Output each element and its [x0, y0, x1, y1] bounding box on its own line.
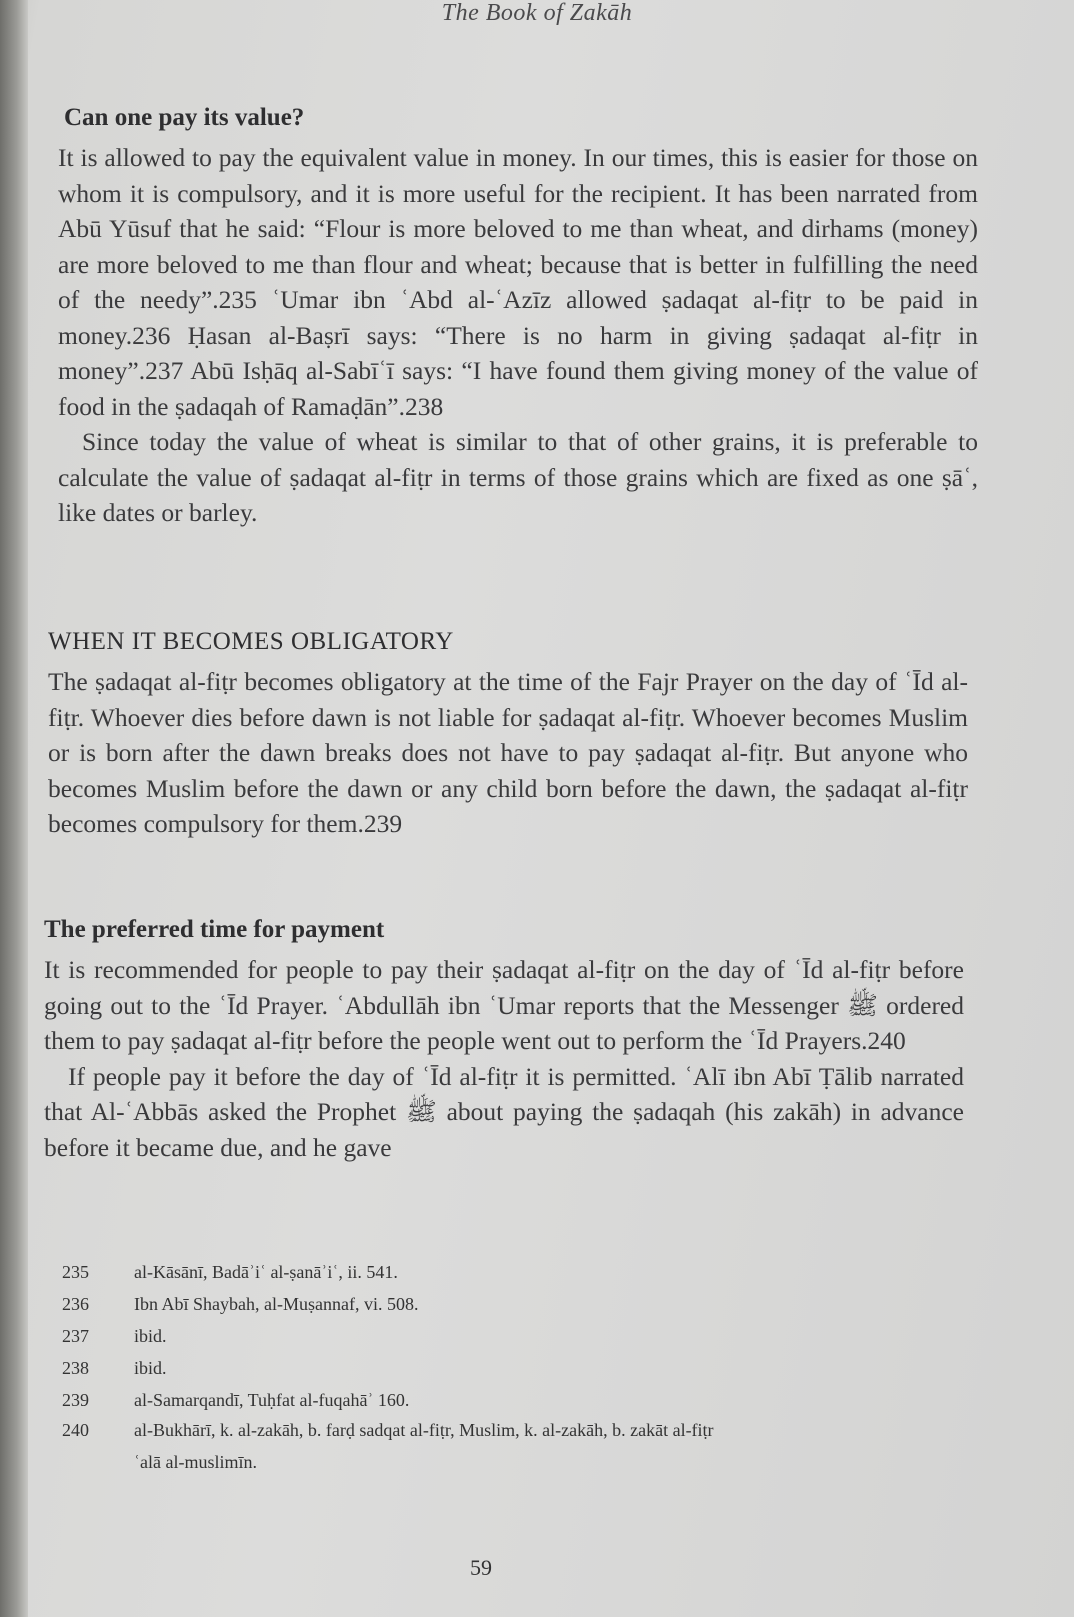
- section-heading: Can one pay its value?: [64, 104, 305, 131]
- footnote: [62, 1358, 962, 1382]
- section-heading: WHEN IT BECOMES OBLIGATORY: [48, 628, 454, 655]
- section-pay-value: [64, 104, 984, 132]
- section-obligatory-body: [48, 664, 968, 842]
- running-head: The Book of Zakāh: [441, 0, 633, 26]
- footnote-text: ibid.: [134, 1358, 167, 1378]
- paragraph: Since today the value of wheat is similar to that of other grains, it is preferable to calculate the value of ṣadaqat al-fiṭr in terms of those grains which are fixed as one ṣāʿ, like dates or barley.: [58, 427, 978, 527]
- footnote-text: al-Bukhārī, k. al-zakāh, b. farḍ sadqat al-fiṭr, Muslim, k. al-zakāh, b. zakāt al-fiṭr: [134, 1420, 714, 1440]
- section-preferred-time-body: [44, 952, 964, 1165]
- footnote: [62, 1420, 962, 1444]
- footnote-number: 240: [62, 1420, 89, 1440]
- footnote-text: ibid.: [134, 1326, 167, 1346]
- footnote-number: 239: [62, 1390, 89, 1410]
- paragraph: The ṣadaqat al-fiṭr becomes obligatory at the time of the Fajr Prayer on the day of ʿĪd al-fiṭr. Whoever dies before dawn is not liable for ṣadaqat al-fiṭr. Whoever becomes Muslim or is born after the dawn breaks does not have to pay ṣadaqat al-fiṭr. But anyone who becomes Muslim before the dawn or any child born before the dawn, the ṣadaqat al-fiṭr becomes compulsory for them.239: [48, 667, 968, 838]
- footnote: [62, 1326, 962, 1350]
- footnote: [62, 1262, 962, 1286]
- page-number: 59: [470, 1555, 492, 1580]
- footnote-number: 236: [62, 1294, 89, 1314]
- paragraph: It is recommended for people to pay their ṣadaqat al-fiṭr on the day of ʿĪd al-fiṭr before going out to the ʿĪd Prayer. ʿAbdullāh ibn ʿUmar reports that the Messenger ﷺ ordered them to pay ṣadaqat al-fiṭr before the people went out to perform the ʿĪd Prayers.240: [44, 955, 965, 1055]
- footnote-text: al-Samarqandī, Tuḥfat al-fuqahāʾ 160.: [134, 1390, 410, 1410]
- book-spine-shadow: [0, 0, 28, 1617]
- paragraph: If people pay it before the day of ʿĪd al-fiṭr it is permitted. ʿAlī ibn Abī Ṭālib narrated that Al-ʿAbbās asked the Prophet ﷺ about paying the ṣadaqah (his zakāh) in advance before it became due, and he gave: [44, 1061, 964, 1162]
- footnote-number: 238: [62, 1358, 89, 1378]
- section-obligatory: [48, 628, 968, 656]
- section-heading: The preferred time for payment: [44, 916, 385, 943]
- footnote-text: al-Kāsānī, Badāʾiʿ al-ṣanāʾiʿ, ii. 541.: [134, 1262, 398, 1282]
- section-preferred-time: [44, 916, 964, 944]
- section-pay-value-body: [58, 140, 978, 531]
- footnote-text: ʿalā al-muslimīn.: [134, 1452, 257, 1472]
- footnote-number: 235: [62, 1262, 89, 1282]
- footnote-continuation: [62, 1452, 962, 1476]
- footnote-text: Ibn Abī Shaybah, al-Muṣannaf, vi. 508.: [134, 1294, 419, 1314]
- footnote-number: 237: [62, 1326, 89, 1346]
- footnote: [62, 1390, 962, 1414]
- paragraph: It is allowed to pay the equivalent value in money. In our times, this is easier for those on whom it is compulsory, and it is more useful for the recipient. It has been narrated from Abū Yūsuf that he said: “Flour is more beloved to me than wheat, and dirhams (money) are more beloved to me than flour and wheat; because that is better in fulfilling the need of the needy”.235 ʿUmar ibn ʿAbd al-ʿAzīz allowed ṣadaqat al-fiṭr to be paid in money.236 Ḥasan al-Baṣrī says: “There is no harm in giving ṣadaqat al-fiṭr in money”.237 Abū Isḥāq al-Sabīʿī says: “I have found them giving money of the value of food in the ṣadaqah of Ramaḍān”.238: [58, 143, 978, 421]
- footnote: [62, 1294, 962, 1318]
